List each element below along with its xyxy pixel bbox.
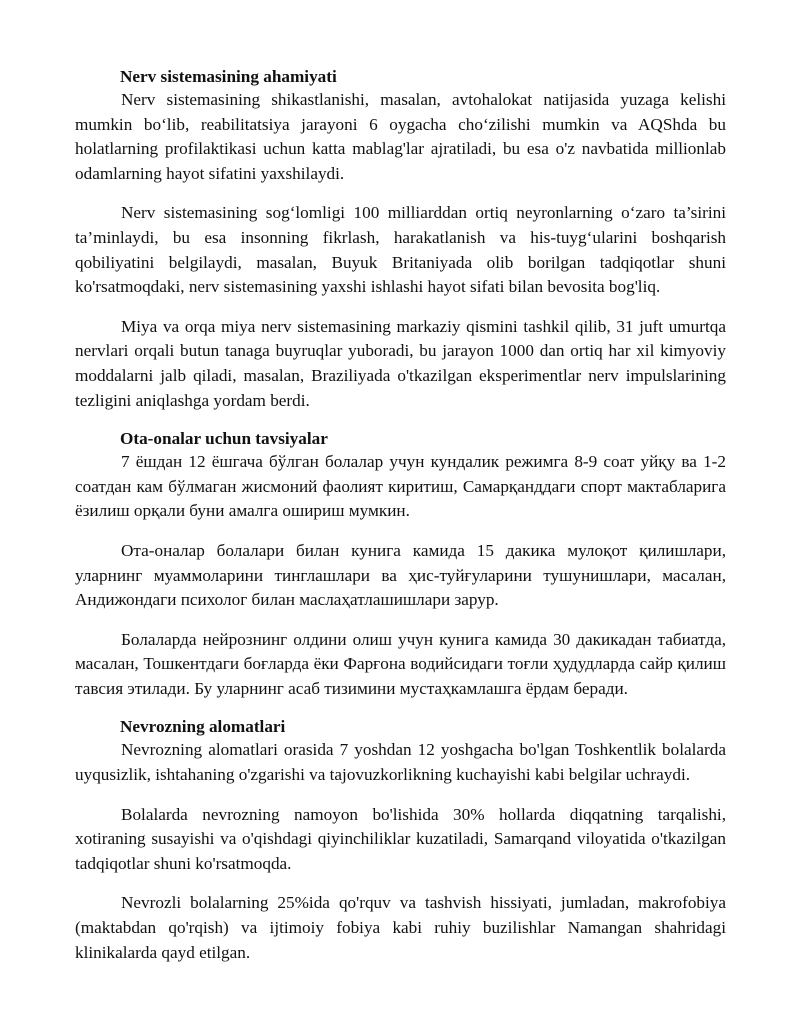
section-heading: Nevrozning alomatlari <box>120 717 286 737</box>
paragraph: Bolalarda nevrozning namoyon bo'lishida 30% hollarda diqqatning tarqalishi, xotiraning susayishi va o'qishdagi qiyinchiliklar kuzatiladi, Samarqand viloyatida o'tkazilgan tadqiqotlar shuni ko'rsatmoqda. <box>75 804 726 873</box>
section-heading: Nerv sistemasining ahamiyati <box>120 67 337 86</box>
paragraph: Miya va orqa miya nerv sistemasining markaziy qismini tashkil qilib, 31 juft umurtqa nervlari orqali butun tanaga buyruqlar yuboradi, bu jarayon 1000 dan ortiq har xil kimyoviy moddalarni jalb qiladi, masalan, Braziliyada o'tkazilgan eksperimentlar nerv impulslarining tezligini aniqlashga yordam berdi. <box>75 316 726 410</box>
paragraph: Nerv sistemasining sog‘lomligi 100 milliarddan ortiq neyronlarning o‘zaro ta’sirini ta’minlaydi, bu esa insonning fikrlash, harakatlanish va his-tuyg‘ularini boshqarish qobiliyatini belgilaydi, masalan, Buyuk Britaniyada olib borilgan tadqiqotlar shuni ko'rsatmoqdaki, nerv sistemasining yaxshi ishlashi hayot sifati bilan bevosita bog'liq. <box>75 203 726 297</box>
section-heading: Ota-onalar uchun tavsiyalar <box>120 429 328 449</box>
paragraph: 7 ёшдан 12 ёшгача бўлган болалар учун кундалик режимга 8-9 соат уйқу ва 1-2 соатдан кам бўлмаган жисмоний фаолият киритиш, Самарқанддаги спорт мактабларига ёзилиш орқали буни амалга ошириш мумкин. <box>75 452 726 521</box>
document-page <box>75 66 726 965</box>
paragraph: Ота-оналар болалари билан кунига камида 15 дакика мулоқот қилишлари, уларнинг муаммоларини тинглашлари ва ҳис-туйғуларини тушунишлари, масалан, Андижондаги психолог билан маслаҳатлашишлари зарур. <box>75 540 726 610</box>
section-neurosis-symptoms <box>75 716 726 965</box>
section-parent-recommendations <box>75 428 726 701</box>
paragraph: Nevrozning alomatlari orasida 7 yoshdan 12 yoshgacha bo'lgan Toshkentlik bolalarda uyqusizlik, ishtahaning o'zgarishi va tajovuzkorlikning kuchayishi kabi belgilar uchraydi. <box>75 740 726 785</box>
section-nerve-importance <box>75 66 726 413</box>
paragraph: Nerv sistemasining shikastlanishi, masalan, avtohalokat natijasida yuzaga kelishi mumkin bo‘lib, reabilitatsiya jarayoni 6 oygacha cho‘zilishi mumkin va AQShda bu holatlarning profilaktikasi uchun katta mablag'lar ajratiladi, bu esa o'z navbatida millionlab odamlarning hayot sifatini yaxshilaydi. <box>75 90 726 183</box>
paragraph: Nevrozli bolalarning 25%ida qo'rquv va tashvish hissiyati, jumladan, makrofobiya (maktabdan qo'rqish) va ijtimoiy fobiya kabi ruhiy buzilishlar Namangan shahridagi klinikalarda qayd etilgan. <box>75 893 726 962</box>
paragraph: Болаларда нейрознинг олдини олиш учун кунига камида 30 дакикадан табиатда, масалан, Тошкентдаги боғларда ёки Фарғона водийсидаги тоғли ҳудудларда сайр қилиш тавсия этилади. Бу уларнинг асаб тизимини мустаҳкамлашга ёрдам беради. <box>75 629 726 698</box>
